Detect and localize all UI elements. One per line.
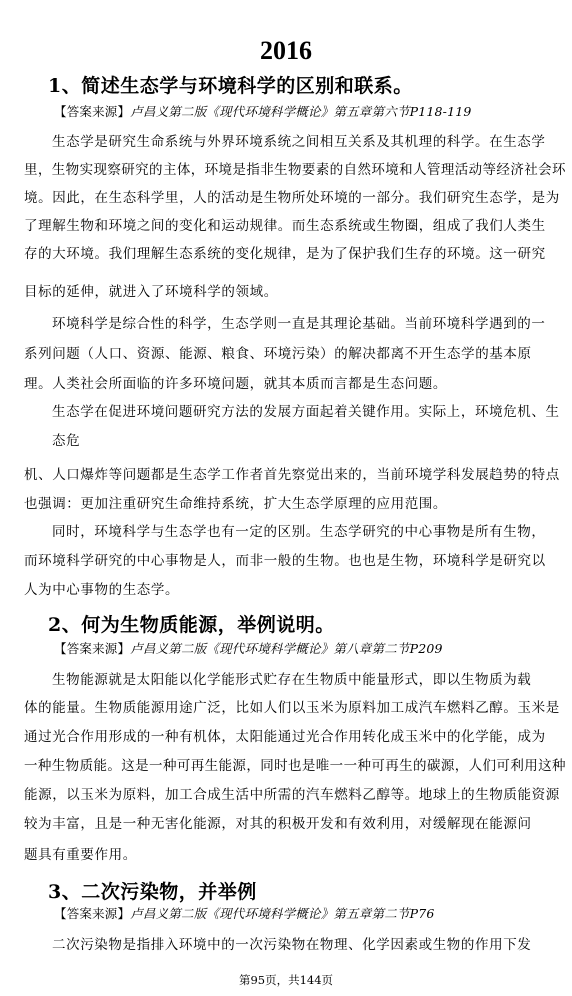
question-1-title: 1、简述生态学与环境科学的区别和联系。	[48, 75, 413, 97]
source-book: 卢昌义第二版《现代环境科学概论》第五章第六节P118-119	[130, 104, 472, 119]
question-2-source	[54, 640, 443, 658]
paragraph-line: 理。人类社会所面临的许多环境问题，就其本质而言都是生态问题。	[24, 376, 447, 392]
source-book: 卢昌义第二版《现代环境科学概论》第八章第二节P209	[130, 641, 443, 656]
paragraph-line: 目标的延伸，就进入了环境科学的领域。	[24, 284, 278, 300]
paragraph-line: 里，生物实现察研究的主体，环境是指非生物要素的自然环境和人管理活动等经济社会环	[24, 162, 566, 178]
paragraph-line: 了理解生物和环境之间的变化和运动规律。而生态系统或生物圈，组成了我们人类生	[24, 218, 546, 234]
question-3-title: 3、二次污染物，并举例	[48, 881, 257, 903]
paragraph-line: 系列问题（人口、资源、能源、粮食、环境污染）的解决都离不开生态学的基本原	[24, 346, 532, 362]
source-tag: 【答案来源】	[54, 641, 131, 656]
paragraph-line: 生物能源就是太阳能以化学能形式贮存在生物质中能量形式，即以生物质为载	[52, 672, 532, 688]
paragraph-line: 存的大环境。我们理解生态系统的变化规律，是为了保护我们生存的环境。这一研究	[24, 246, 546, 262]
paragraph-line: 人为中心事物的生态学。	[24, 582, 180, 598]
paragraph-line: 通过光合作用形成的一种有机体，太阳能通过光合作用转化成玉米中的化学能，成为	[24, 729, 546, 745]
source-tag: 【答案来源】	[54, 906, 131, 921]
question-1-source	[54, 103, 472, 121]
paragraph-line: 境。因此，在生态科学里，人的活动是生物所处环境的一部分。我们研究生态学，是为	[24, 190, 560, 206]
question-2-title: 2、何为生物质能源，举例说明。	[48, 614, 335, 636]
paragraph-line: 二次污染物是指排入环境中的一次污染物在物理、化学因素或生物的作用下发	[52, 937, 532, 953]
paragraph-line: 体的能量。生物质能源用途广泛，比如人们以玉米为原料加工成汽车燃料乙醇。玉米是	[24, 700, 560, 716]
paragraph-line: 能源，以玉米为原料，加工合成生活中所需的汽车燃料乙醇等。地球上的生物质能资源	[24, 787, 560, 803]
paragraph-line: 而环境科学研究的中心事物是人，而非一般的生物。也也是生物，环境科学是研究以	[24, 553, 546, 569]
source-tag: 【答案来源】	[54, 104, 131, 119]
paragraph-line: 题具有重要作用。	[24, 847, 137, 863]
paragraph-line: 也强调：更加注重研究生命维持系统，扩大生态学原理的应用范围。	[24, 496, 447, 512]
paragraph-line: 环境科学是综合性的科学，生态学则一直是其理论基础。当前环境科学遇到的一	[52, 316, 546, 332]
paragraph-line: 生态学在促进环境问题研究方法的发展方面起着关键作用。实际上，环境危机、生	[52, 404, 560, 420]
source-book: 卢昌义第二版《现代环境科学概论》第五章第二节P76	[130, 906, 435, 921]
paragraph-line: 生态学是研究生命系统与外界环境系统之间相互关系及其机理的科学。在生态学	[52, 134, 546, 150]
page-footer: 第95页，共144页	[238, 973, 334, 987]
paragraph-line: 机、人口爆炸等问题都是生态学工作者首先察觉出来的，当前环境学科发展趋势的特点	[24, 467, 560, 483]
paragraph-line: 同时，环境科学与生态学也有一定的区别。生态学研究的中心事物是所有生物，	[52, 524, 546, 540]
paragraph-line: 态危	[52, 433, 81, 449]
paragraph-line: 一种生物质能。这是一种可再生能源，同时也是唯一一种可再生的碳源，人们可利用这种	[24, 758, 566, 774]
year-heading: 2016	[260, 36, 312, 65]
paragraph-line: 较为丰富，且是一种无害化能源，对其的积极开发和有效利用，对缓解现在能源问	[24, 816, 532, 832]
question-3-source	[54, 905, 435, 923]
